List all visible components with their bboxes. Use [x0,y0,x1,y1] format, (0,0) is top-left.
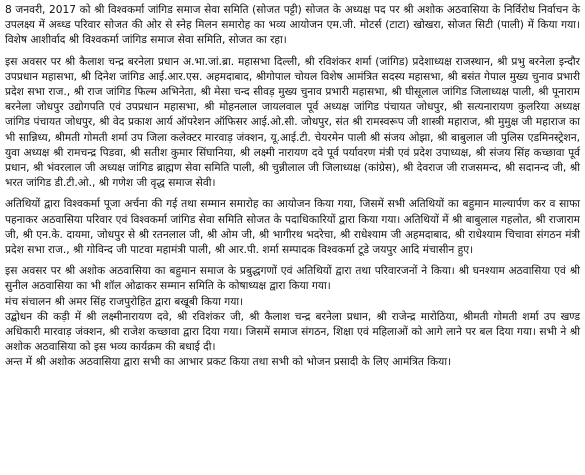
paragraph-intro: 8 जनवरी, 2017 को श्री विश्वकर्मा जांगिड समाज सेवा समिति (सोजत पट्टी) सोजत के अध्यक्ष पद पर श्री अशोक अठवासिया के निर्विरोध निर्वाचन के उपलक्ष्य में अब्ध्‍ड परिवार सोजत की ओर से स्नेह मिलन समारोह का भव्य आयोजन एम.जी. मोटर्स (टाटा) खोखरा, सोजत सिटी (पाली) में किया गया। विशेष आशीर्वाद श्री विश्वकर्मा जांगिड समाज सेवा समिति, सोजत का रहा। [5,4,580,47]
paragraph-felicitation: इस अवसर पर श्री अशोक अठवासिया का बहुमान समाज के प्रबुद्धगणों एवं अतिथियों द्वारा तथा परिवारजनों ने किया। श्री घनश्याम अठवासिया एवं श्री सुनील अठवासिया का भी शॉल ओढाकर सम्मान समिति के कोषाध्यक्ष द्वारा किया गया। [5,265,581,293]
paragraph-closing: अन्त में श्री अशोक अठवासिया द्वारा सभी का आभार प्रकट किया तथा सभी को भोजन प्रसादी के लिए आमंत्रित किया। [5,356,452,369]
paragraph-guests: इस अवसर पर श्री कैलाश चन्द्र बरनेला प्रधान अ.भा.जां.ब्रा. महासभा दिल्ली, श्री रविशंकर शर्मा (जांगिड) प्रदेशाध्यक्ष राजस्थान, श्री प्रभु बरनेला इन्दौर उपप्रधान महासभा, श्री दिनेश जांगिड आई.आर.एस. अहमदाबाद, श्रीगोपाल चोयल विशेष आमंत्रित सदस्य महासभा, श्री बसंत गेपाल मुख्य चुनाव प्रभारी प्रदेश सभा राज., श्री राज जांगिड फिल्म अभिनेता, श्री मेसा चन्द सीवड़ मुख्य चुनाव प्रभारी महासभा, श्री घीसूलाल जांगिड जिलाध्यक्ष पाली, श्री पूनाराम बरनेला जोधपुर उद्योगपति एवं उपप्रधान महासभा, श्री मोहनलाल जायलवाल पूर्व अध्यक्ष जांगिड पंचायत जोधपुर, श्री सत्यनारायण कुलरिया अध्यक्ष जांगिड पंचायत जोधपुर, श्री वेद प्रकाश आर्य ऑपरेशन ऑफिसर आई.ओ.सी. जोधपुर, संत श्री रामस्वरूप जी शास्त्री महाराज, श्री मुमुक्ष जी महाराज का भी सान्निध्य, श्रीमती गोमती शर्मा उप जिला कलेक्टर मारवाड़ जंक्शन, यू.आई.टी. चेयरमेन पाली श्री संजय ओझा, श्री बाबुलाल जी पुलिस एडमिनस्ट्रेशन, युवा अध्यक्ष श्री रामचन्द्र पिडवा, श्री सतीश कुमार सिंघानिया, श्री लक्ष्मी नारायण दवे पूर्व पर्यावरण मंत्री एवं प्रदेश उपाध्यक्ष, श्री संजय सिंह कच्छावा पूर्व प्रधान, श्री भंवरलाल जी अध्यक्ष जांगिड ब्राह्मण सेवा समिति पाली, श्री चुन्नीलाल जी जिलाध्यक्ष (कांग्रेस), श्री देवराज जी राजसमन्द, श्री सदानन्द जी, श्री भरत जांगिड डी.टी.ओ., श्री गणेश जी वृद्ध समाज सेवी। [5,55,580,190]
paragraph-stage-anchor: मंच संचालन श्री अमर सिंह राजपुरोहित द्वारा बखूबी किया गया। [5,295,244,308]
paragraph-speeches: उद्बोधन की कड़ी में श्री लक्ष्मीनारायण दवे, श्री रविशंकर जी, श्री कैलाश चन्द्र बरनेला प्रधान, श्री राजेन्द्र मारोठिया, श्रीमती गोमती शर्मा उप खण्ड अधिकारी मारवाड़ जंक्शन, श्री राजेश कच्छावा द्वारा दिया गया। जिसमें समाज संगठन, शिक्षा एवं महिलाओं को आगे लाने पर बल दिया गया। सभी ने श्री अशोक अठवासिया को इस भव्य कार्यक्रम की बधाई दी। [5,310,580,354]
paragraph-honour-ceremony: अतिथियों द्वारा विश्वकर्मा पूजा अर्चना की गई तथा सम्मान समारोह का आयोजन किया गया, जिसमें सभी अतिथियों का बहुमान माल्यार्पण कर व साफा पहनाकर अठवासिया परिवार एवं विश्वकर्मा जांगिड सेवा समिति सोजत के पदाधिकारियों द्वारा किया गया। अतिथियों में श्री बाबुलाल गहलोत, श्री राजाराम जी, श्री एन.के. दायमा, जोधपुर से श्री रतनलाल जी, श्री ओम जी, श्री भागीरथ भदरेचा, श्री राधेश्याम जी अहमदाबाद, श्री राधेश्याम चिचावा संगठन मंत्री प्रदेश सभा राज., श्री गोविन्द जी पाटवा महामंत्री पाली, श्री आर.पी. शर्मा सम्पादक विश्वकर्मा टूडे जयपुर आदि मंचासीन हुए। [5,198,580,257]
